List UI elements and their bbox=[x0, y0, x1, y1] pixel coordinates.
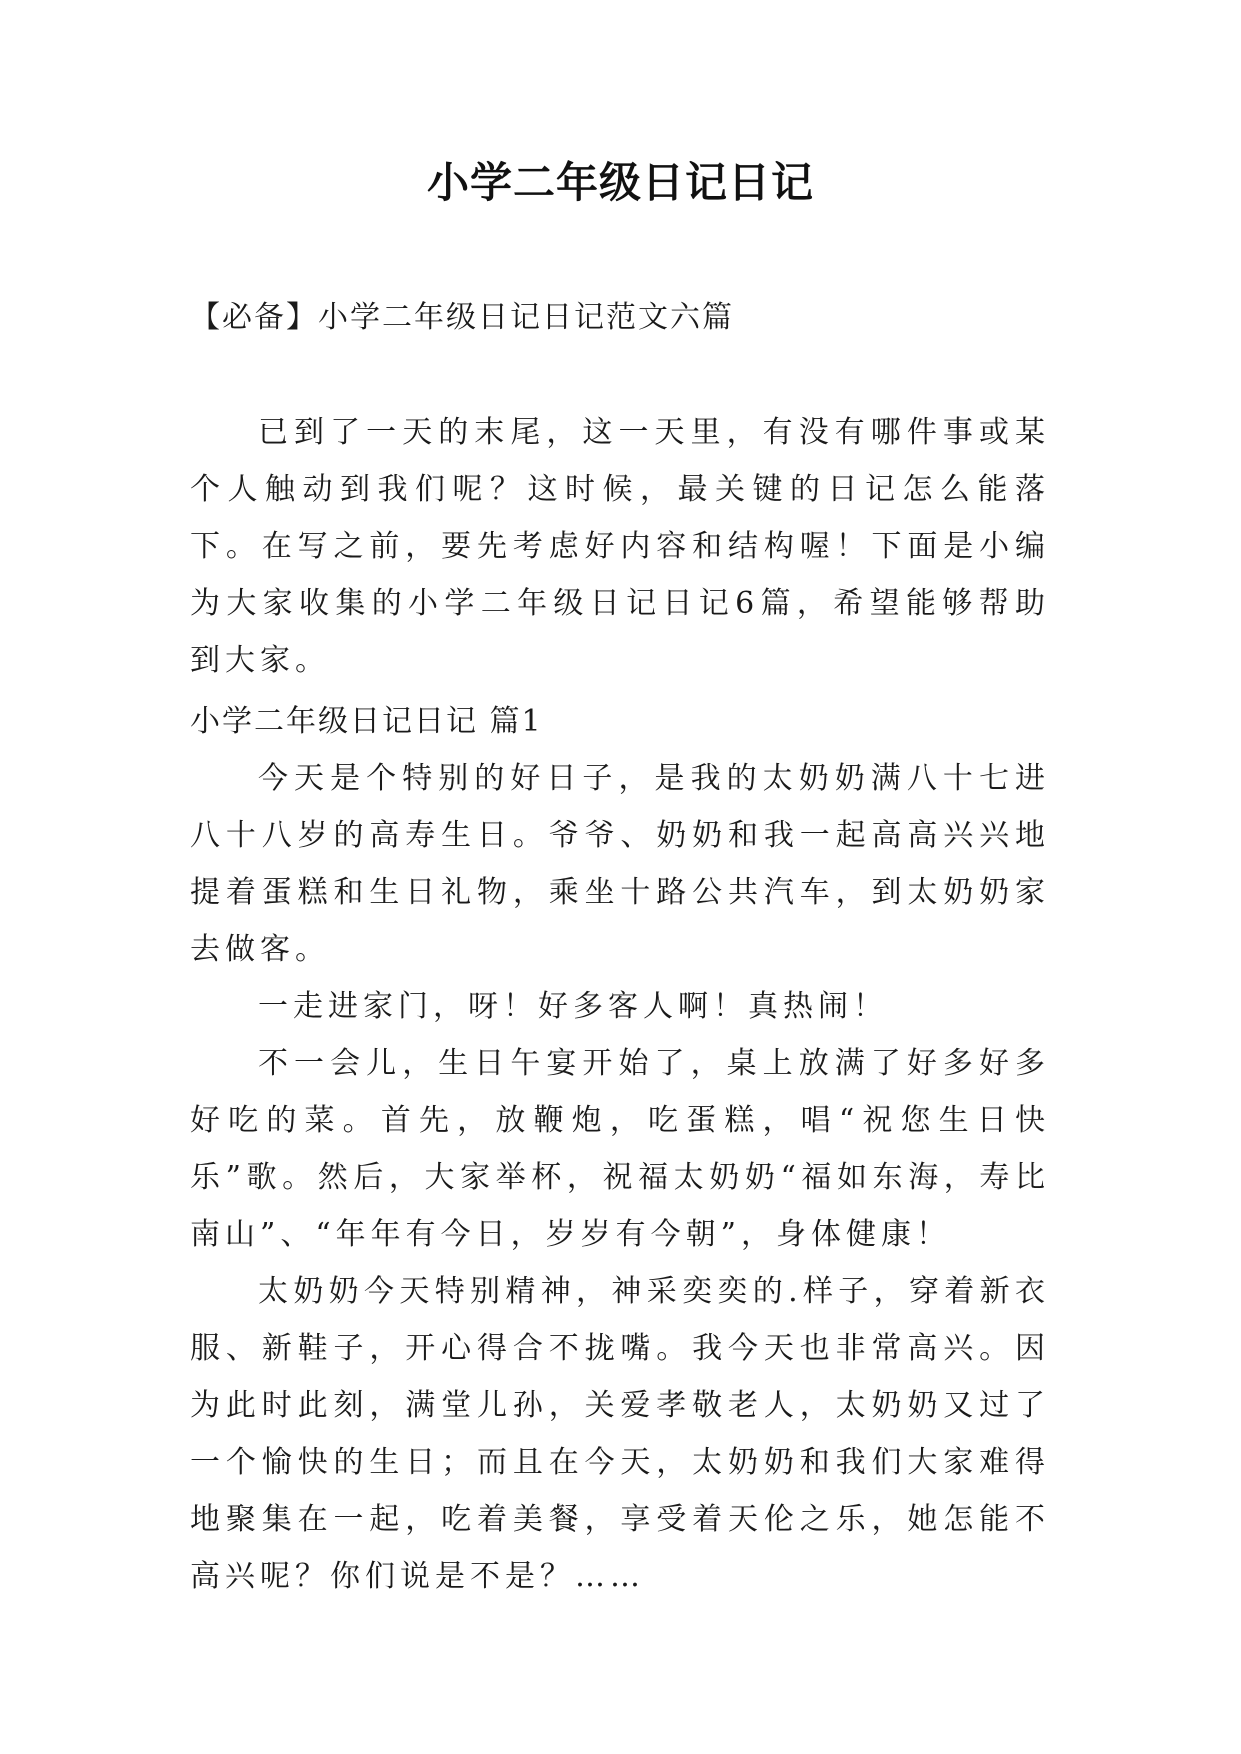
diary-section-1 bbox=[190, 693, 1050, 1605]
body-paragraph: 今天是个特别的好日子，是我的太奶奶满八十七进八十八岁的高寿生日。爷爷、奶奶和我一起高高兴兴地提着蛋糕和生日礼物，乘坐十路公共汽车，到太奶奶家去做客。 bbox=[190, 761, 1050, 967]
body-paragraph: 太奶奶今天特别精神，神采奕奕的.样子，穿着新衣服、新鞋子，开心得合不拢嘴。我今天也非常高兴。因为此时此刻，满堂儿孙，关爱孝敬老人，太奶奶又过了一个愉快的生日；而且在今天，太奶奶和我们大家难得地聚集在一起，吃着美餐，享受着天伦之乐，她怎能不高兴呢？你们说是不是？…… bbox=[190, 1274, 1050, 1594]
page-title: 小学二年级日记日记 bbox=[426, 158, 814, 207]
body-paragraph: 一走进家门，呀！好多客人啊！真热闹！ bbox=[258, 989, 888, 1024]
intro-block bbox=[190, 404, 1050, 689]
intro-paragraph: 已到了一天的末尾，这一天里，有没有哪件事或某个人触动到我们呢？这时候，最关键的日记怎么能落下。在写之前，要先考虑好内容和结构喔！下面是小编为大家收集的小学二年级日记日记6篇，希望能够帮助到大家。 bbox=[190, 415, 1050, 678]
section-heading: 小学二年级日记日记 篇1 bbox=[190, 704, 543, 739]
body-paragraph: 不一会儿，生日午宴开始了，桌上放满了好多好多好吃的菜。首先，放鞭炮，吃蛋糕，唱“祝您生日快乐”歌。然后，大家举杯，祝福太奶奶“福如东海，寿比南山”、“年年有今日，岁岁有今朝”，身体健康！ bbox=[190, 1046, 1050, 1252]
document-subtitle: 【必备】小学二年级日记日记范文六篇 bbox=[190, 300, 734, 335]
